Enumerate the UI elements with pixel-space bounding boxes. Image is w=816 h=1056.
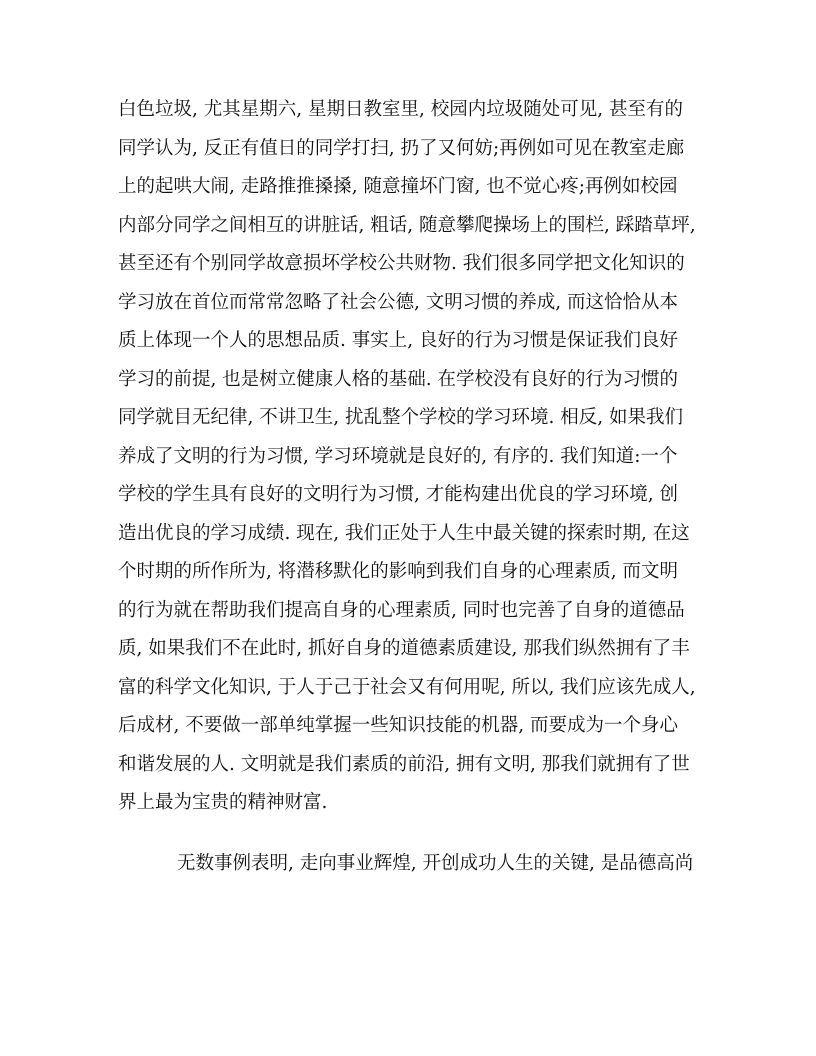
text-line: 内部分同学之间相互的讲脏话, 粗话, 随意攀爬操场上的围栏, 踩踏草坪, xyxy=(118,214,696,236)
text-line: 个时期的所作所为, 将潜移默化的影响到我们自身的心理素质, 而文明 xyxy=(118,561,679,582)
text-line: 养成了文明的行为习惯, 学习环境就是良好的, 有序的. 我们知道:一个 xyxy=(118,445,678,467)
paragraph-first-line: 无数事例表明, 走向事业辉煌, 开创成功人生的关键, 是品德高尚 xyxy=(177,853,694,874)
text-line: 同学认为, 反正有值日的同学打扫, 扔了又何妨;再例如可见在教室走廊 xyxy=(118,137,685,159)
text-line: 界上最为宝贵的精神财富. xyxy=(118,792,328,813)
text-line: 造出优良的学习成绩. 现在, 我们正处于人生中最关键的探索时期, 在这 xyxy=(118,522,690,544)
text-line: 的行为就在帮助我们提高自身的心理素质, 同时也完善了自身的道德品 xyxy=(118,599,685,621)
text-line: 学习放在首位而常常忽略了社会公德, 文明习惯的养成, 而这恰恰从本 xyxy=(118,291,679,313)
text-line: 质上体现一个人的思想品质. 事实上, 良好的行为习惯是保证我们良好 xyxy=(118,330,679,351)
text-line: 学校的学生具有良好的文明行为习惯, 才能构建出优良的学习环境, 创 xyxy=(118,484,679,505)
text-line: 后成材, 不要做一部单纯掌握一些知识技能的机器, 而要成为一个身心 xyxy=(118,715,679,736)
text-line: 甚至还有个别同学故意损坏学校公共财物. 我们很多同学把文化知识的 xyxy=(118,253,685,274)
text-line: 白色垃圾, 尤其星期六, 星期日教室里, 校园内垃圾随处可见, 甚至有的 xyxy=(118,99,684,120)
text-line: 富的科学文化知识, 于人于己于社会又有何用呢, 所以, 我们应该先成人, xyxy=(118,676,696,698)
text-line: 上的起哄大闹, 走路推推搡搡, 随意撞坏门窗, 也不觉心疼;再例如校园 xyxy=(118,176,678,197)
text-line: 同学就目无纪律, 不讲卫生, 扰乱整个学校的学习环境. 相反, 如果我们 xyxy=(118,407,684,428)
text-line: 质, 如果我们不在此时, 抓好自身的道德素质建设, 那我们纵然拥有了丰 xyxy=(118,638,690,659)
text-line: 学习的前提, 也是树立健康人格的基础. 在学校没有良好的行为习惯的 xyxy=(118,368,679,390)
text-line: 和谐发展的人. 文明就是我们素质的前沿, 拥有文明, 那我们就拥有了世 xyxy=(118,753,690,775)
